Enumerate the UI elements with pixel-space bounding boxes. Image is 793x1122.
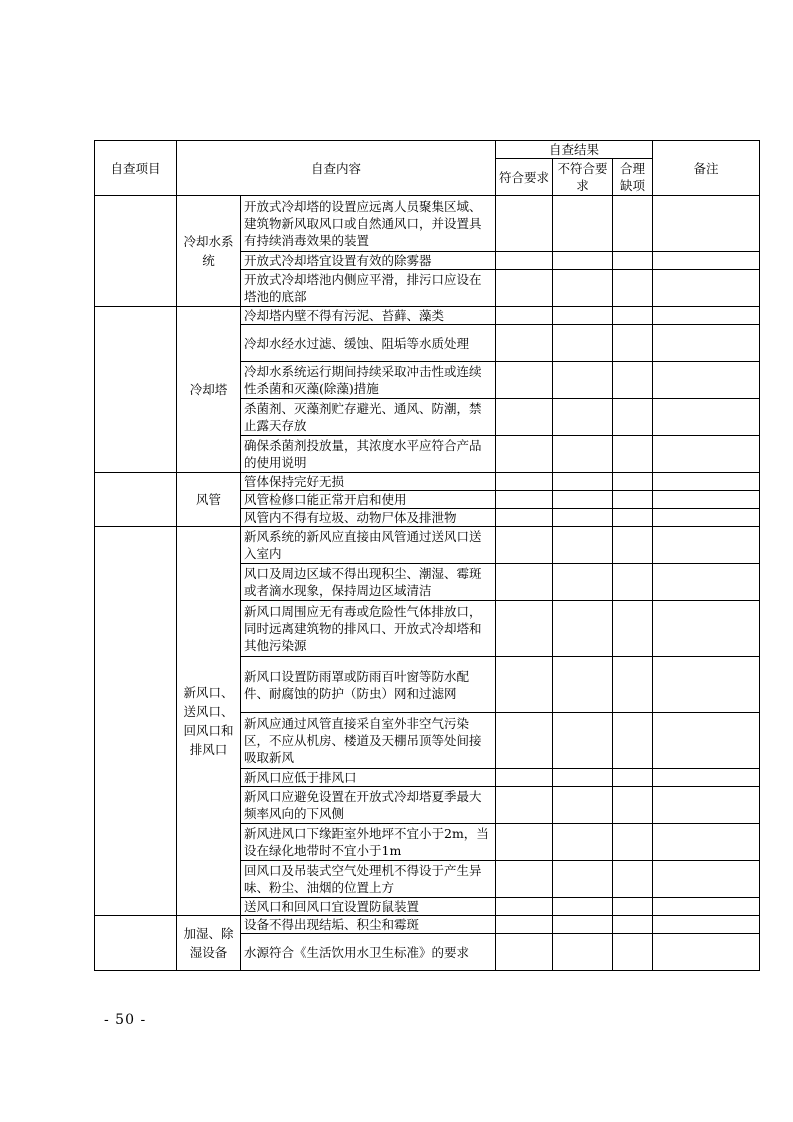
conform-cell[interactable] <box>496 270 553 307</box>
nonconform-cell[interactable] <box>553 509 613 527</box>
reasonable-missing-cell[interactable] <box>613 657 653 713</box>
remark-cell[interactable] <box>653 769 760 787</box>
blank-item-cell <box>95 307 177 473</box>
table-row <box>95 307 760 325</box>
conform-cell[interactable] <box>496 601 553 657</box>
reasonable-missing-cell[interactable] <box>613 916 653 934</box>
remark-cell[interactable] <box>653 491 760 509</box>
blank-item-cell <box>95 916 177 971</box>
inspection-content: 杀菌剂、灭藻剂贮存避光、通风、防潮，禁止露天存放 <box>241 399 496 436</box>
nonconform-cell[interactable] <box>553 196 613 252</box>
conform-cell[interactable] <box>496 473 553 491</box>
group-name: 冷却塔 <box>177 307 241 473</box>
conform-cell[interactable] <box>496 713 553 769</box>
conform-cell[interactable] <box>496 564 553 601</box>
blank-item-cell <box>95 196 177 307</box>
remark-cell[interactable] <box>653 657 760 713</box>
reasonable-missing-cell[interactable] <box>613 252 653 270</box>
reasonable-missing-cell[interactable] <box>613 898 653 916</box>
inspection-content: 冷却水系统运行期间持续采取冲击性或连续性杀菌和灭藻(除藻)措施 <box>241 362 496 399</box>
remark-cell[interactable] <box>653 307 760 325</box>
reasonable-missing-cell[interactable] <box>613 399 653 436</box>
reasonable-missing-cell[interactable] <box>613 362 653 399</box>
inspection-content: 冷却塔内壁不得有污泥、苔藓、藻类 <box>241 307 496 325</box>
remark-cell[interactable] <box>653 934 760 971</box>
table-row <box>95 196 760 252</box>
reasonable-missing-cell[interactable] <box>613 564 653 601</box>
inspection-content: 新风系统的新风应直接由风管通过送风口送入室内 <box>241 527 496 564</box>
remark-cell[interactable] <box>653 399 760 436</box>
remark-cell[interactable] <box>653 861 760 898</box>
nonconform-cell[interactable] <box>553 436 613 473</box>
nonconform-cell[interactable] <box>553 270 613 307</box>
inspection-content: 新风口应低于排风口 <box>241 769 496 787</box>
reasonable-missing-cell[interactable] <box>613 601 653 657</box>
remark-cell[interactable] <box>653 509 760 527</box>
conform-cell[interactable] <box>496 824 553 861</box>
header-remark: 备注 <box>653 141 760 196</box>
reasonable-missing-cell[interactable] <box>613 769 653 787</box>
inspection-content: 开放式冷却塔宜设置有效的除雾器 <box>241 252 496 270</box>
remark-cell[interactable] <box>653 601 760 657</box>
remark-cell[interactable] <box>653 252 760 270</box>
reasonable-missing-cell[interactable] <box>613 473 653 491</box>
remark-cell[interactable] <box>653 196 760 252</box>
inspection-content: 送风口和回风口宜设置防鼠装置 <box>241 898 496 916</box>
conform-cell[interactable] <box>496 307 553 325</box>
remark-cell[interactable] <box>653 787 760 824</box>
nonconform-cell[interactable] <box>553 934 613 971</box>
remark-cell[interactable] <box>653 436 760 473</box>
inspection-content: 风口及周边区域不得出现积尘、潮湿、霉斑或者滴水现象，保持周边区域清洁 <box>241 564 496 601</box>
inspection-content: 新风进风口下缘距室外地坪不宜小于2m，当设在绿化地带时不宜小于1m <box>241 824 496 861</box>
inspection-content: 开放式冷却塔池内侧应平滑，排污口应设在塔池的底部 <box>241 270 496 307</box>
inspection-content: 新风口设置防雨罩或防雨百叶窗等防水配件、耐腐蚀的防护（防虫）网和过滤网 <box>241 657 496 713</box>
inspection-content: 设备不得出现结垢、积尘和霉斑 <box>241 916 496 934</box>
nonconform-cell[interactable] <box>553 252 613 270</box>
reasonable-missing-cell[interactable] <box>613 787 653 824</box>
nonconform-cell[interactable] <box>553 787 613 824</box>
nonconform-cell[interactable] <box>553 527 613 564</box>
reasonable-missing-cell[interactable] <box>613 509 653 527</box>
blank-item-cell <box>95 527 177 916</box>
conform-cell[interactable] <box>496 196 553 252</box>
nonconform-cell[interactable] <box>553 898 613 916</box>
reasonable-missing-cell[interactable] <box>613 824 653 861</box>
inspection-content: 管体保持完好无损 <box>241 473 496 491</box>
table-row <box>95 473 760 491</box>
reasonable-missing-cell[interactable] <box>613 934 653 971</box>
remark-cell[interactable] <box>653 473 760 491</box>
reasonable-missing-cell[interactable] <box>613 527 653 564</box>
inspection-content: 冷却水经水过滤、缓蚀、阻垢等水质处理 <box>241 325 496 362</box>
conform-cell[interactable] <box>496 252 553 270</box>
conform-cell[interactable] <box>496 362 553 399</box>
remark-cell[interactable] <box>653 564 760 601</box>
self-inspection-table <box>94 140 760 971</box>
remark-cell[interactable] <box>653 713 760 769</box>
reasonable-missing-cell[interactable] <box>613 861 653 898</box>
conform-cell[interactable] <box>496 934 553 971</box>
conform-cell[interactable] <box>496 861 553 898</box>
header-conform: 符合要求 <box>496 159 553 196</box>
conform-cell[interactable] <box>496 787 553 824</box>
reasonable-missing-cell[interactable] <box>613 491 653 509</box>
inspection-content: 新风口应避免设置在开放式冷却塔夏季最大频率风向的下风侧 <box>241 787 496 824</box>
nonconform-cell[interactable] <box>553 916 613 934</box>
group-name: 风管 <box>177 473 241 527</box>
page-number: - 50 - <box>104 1012 147 1028</box>
header-content: 自查内容 <box>177 141 496 196</box>
inspection-content: 开放式冷却塔的设置应远离人员聚集区域、建筑物新风取风口或自然通风口，并设置具有持续消毒效果的装置 <box>241 196 496 252</box>
conform-cell[interactable] <box>496 436 553 473</box>
reasonable-missing-cell[interactable] <box>613 196 653 252</box>
blank-item-cell <box>95 473 177 527</box>
conform-cell[interactable] <box>496 916 553 934</box>
remark-cell[interactable] <box>653 362 760 399</box>
nonconform-cell[interactable] <box>553 657 613 713</box>
nonconform-cell[interactable] <box>553 307 613 325</box>
nonconform-cell[interactable] <box>553 399 613 436</box>
reasonable-missing-cell[interactable] <box>613 436 653 473</box>
conform-cell[interactable] <box>496 325 553 362</box>
table-body <box>95 196 760 971</box>
remark-cell[interactable] <box>653 527 760 564</box>
header-nonconform: 不符合要求 <box>553 159 613 196</box>
table-row <box>95 916 760 934</box>
nonconform-cell[interactable] <box>553 564 613 601</box>
nonconform-cell[interactable] <box>553 713 613 769</box>
remark-cell[interactable] <box>653 898 760 916</box>
inspection-content: 确保杀菌剂投放量，其浓度水平应符合产品的使用说明 <box>241 436 496 473</box>
conform-cell[interactable] <box>496 509 553 527</box>
nonconform-cell[interactable] <box>553 362 613 399</box>
group-name: 加湿、除湿设备 <box>177 916 241 971</box>
reasonable-missing-cell[interactable] <box>613 270 653 307</box>
inspection-content: 回风口及吊装式空气处理机不得设于产生异味、粉尘、油烟的位置上方 <box>241 861 496 898</box>
header-reasonable-missing: 合理缺项 <box>613 159 653 196</box>
header-item: 自查项目 <box>95 141 177 196</box>
nonconform-cell[interactable] <box>553 491 613 509</box>
inspection-content: 风管检修口能正常开启和使用 <box>241 491 496 509</box>
remark-cell[interactable] <box>653 824 760 861</box>
reasonable-missing-cell[interactable] <box>613 307 653 325</box>
inspection-content: 水源符合《生活饮用水卫生标准》的要求 <box>241 934 496 971</box>
reasonable-missing-cell[interactable] <box>613 325 653 362</box>
header-result: 自查结果 <box>496 141 653 159</box>
nonconform-cell[interactable] <box>553 769 613 787</box>
remark-cell[interactable] <box>653 916 760 934</box>
nonconform-cell[interactable] <box>553 824 613 861</box>
table-row <box>95 527 760 564</box>
group-name: 新风口、送风口、回风口和排风口 <box>177 527 241 916</box>
nonconform-cell[interactable] <box>553 325 613 362</box>
conform-cell[interactable] <box>496 769 553 787</box>
group-name: 冷却水系统 <box>177 196 241 307</box>
conform-cell[interactable] <box>496 657 553 713</box>
conform-cell[interactable] <box>496 491 553 509</box>
remark-cell[interactable] <box>653 270 760 307</box>
conform-cell[interactable] <box>496 527 553 564</box>
conform-cell[interactable] <box>496 898 553 916</box>
nonconform-cell[interactable] <box>553 861 613 898</box>
nonconform-cell[interactable] <box>553 473 613 491</box>
conform-cell[interactable] <box>496 399 553 436</box>
inspection-content: 风管内不得有垃圾、动物尸体及排泄物 <box>241 509 496 527</box>
inspection-content: 新风应通过风管直接采自室外非空气污染区，不应从机房、楼道及天棚吊顶等处间接吸取新风 <box>241 713 496 769</box>
inspection-content: 新风口周围应无有毒或危险性气体排放口，同时远离建筑物的排风口、开放式冷却塔和其他污染源 <box>241 601 496 657</box>
reasonable-missing-cell[interactable] <box>613 713 653 769</box>
nonconform-cell[interactable] <box>553 601 613 657</box>
remark-cell[interactable] <box>653 325 760 362</box>
